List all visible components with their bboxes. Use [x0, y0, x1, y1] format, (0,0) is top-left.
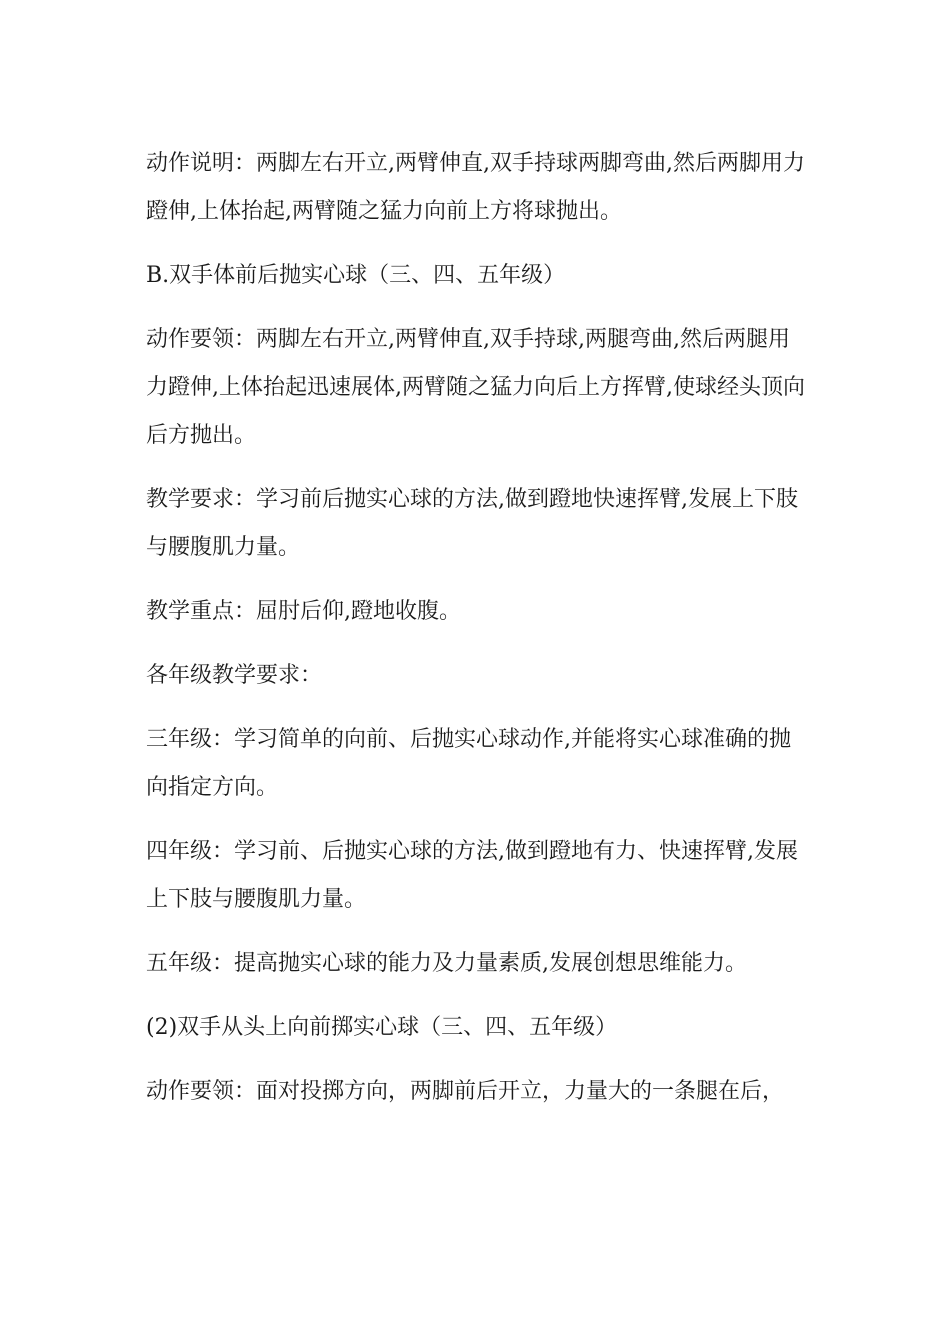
paragraph-action-description: 动作说明：两脚左右开立,两臂伸直,双手持球两脚弯曲,然后两脚用力蹬伸,上体抬起,两臂随之猛力向前上方将球抛出。 [146, 151, 805, 224]
paragraph-action-essentials: 动作要领：两脚左右开立,两臂伸直,双手持球,两腿弯曲,然后两腿用力蹬伸,上体抬起迅速展体,两臂随之猛力向后上方挥臂,使球经头顶向后方抛出。 [146, 327, 805, 448]
paragraph-section-2-heading: (2)双手从头上向前掷实心球（三、四、五年级） [146, 1015, 618, 1040]
document-body [146, 140, 806, 1132]
paragraph-action-essentials-2: 动作要领：面对投掷方向，两脚前后开立，力量大的一条腿在后， [146, 1079, 785, 1104]
paragraph-grade-four: 四年级：学习前、后抛实心球的方法,做到蹬地有力、快速挥臂,发展上下肢与腰腹肌力量。 [146, 839, 798, 912]
paragraph-teaching-requirements: 教学要求：学习前后抛实心球的方法,做到蹬地快速挥臂,发展上下肢与腰腹肌力量。 [146, 487, 798, 560]
paragraph-teaching-focus: 教学重点：屈肘后仰,蹬地收腹。 [146, 599, 461, 624]
paragraph-grade-five: 五年级：提高抛实心球的能力及力量素质,发展创想思维能力。 [146, 951, 747, 976]
paragraph-grade-requirements-heading: 各年级教学要求： [146, 663, 323, 688]
paragraph-grade-three: 三年级：学习简单的向前、后抛实心球动作,并能将实心球准确的抛向指定方向。 [146, 727, 791, 800]
paragraph-section-b-heading: B.双手体前后抛实心球（三、四、五年级） [146, 263, 566, 288]
